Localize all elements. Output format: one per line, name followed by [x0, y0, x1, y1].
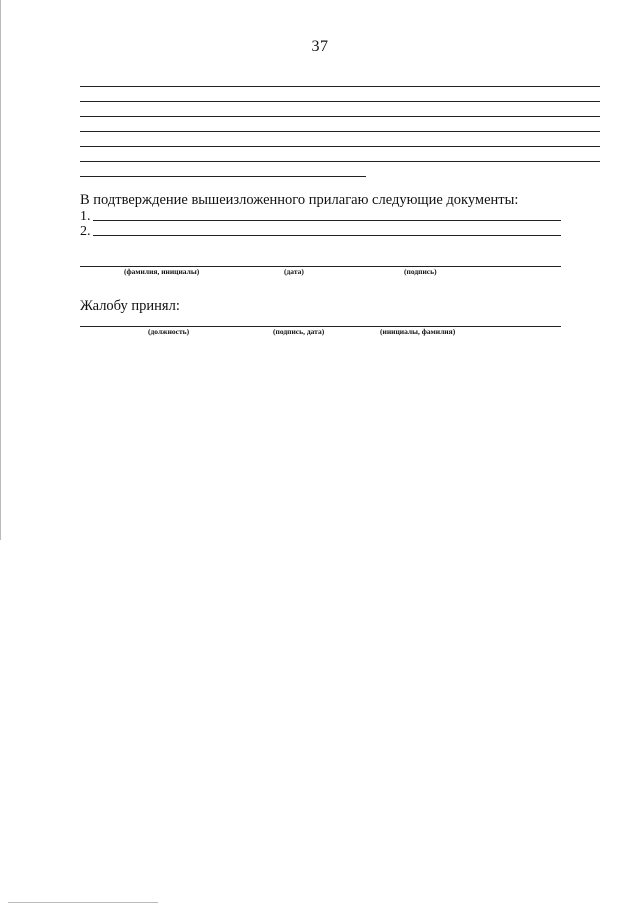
document-item-line	[93, 235, 561, 236]
document-item-number: 1.	[80, 209, 91, 224]
document-item-number: 2.	[80, 224, 91, 239]
name-caption: (фамилия, инициалы)	[124, 267, 200, 276]
documents-intro: В подтверждение вышеизложенного прилагаю следующие документы:	[80, 192, 519, 208]
position-caption: (должность)	[148, 327, 190, 336]
scan-bottom-mark	[8, 902, 158, 903]
text-line	[80, 116, 600, 117]
text-line	[80, 161, 600, 162]
text-line	[80, 146, 600, 147]
text-line	[80, 86, 600, 87]
scan-edge-mark	[0, 0, 1, 540]
signature-caption: (подпись)	[404, 267, 437, 276]
page-number: 37	[311, 38, 329, 55]
signature-date-caption: (подпись, дата)	[273, 327, 325, 336]
receiver-name-caption: (инициалы, фамилия)	[380, 327, 456, 336]
receiver-heading: Жалобу принял:	[80, 298, 180, 314]
date-caption: (дата)	[284, 267, 304, 276]
text-line	[80, 131, 600, 132]
text-line-short	[80, 176, 366, 177]
document-item-line	[93, 220, 561, 221]
text-line	[80, 101, 600, 102]
